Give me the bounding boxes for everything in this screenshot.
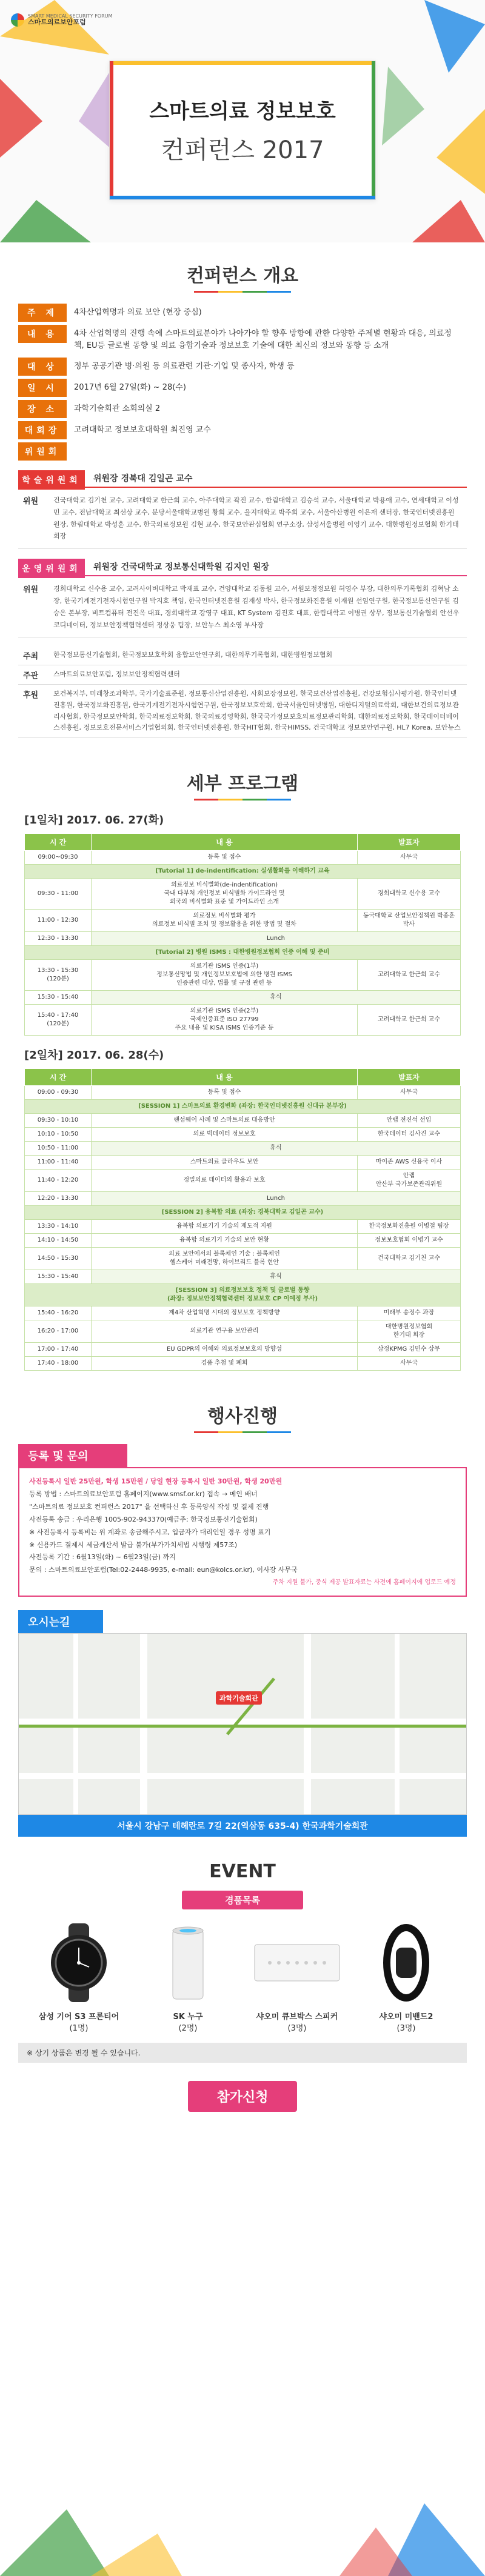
academic-chair: 위원장 경북대 김일곤 교수 (85, 472, 467, 488)
break-label: Lunch (92, 1192, 461, 1206)
row-value: 과학기술회관 소회의실 2 (74, 404, 161, 413)
schedule-time: 15:40 - 16:20 (25, 1306, 92, 1320)
gift-qty: (2명) (178, 2024, 198, 2034)
schedule-speaker: 사무국 (358, 1357, 461, 1371)
schedule-speaker: 경희대학교 신수용 교수 (358, 879, 461, 910)
schedule-row (25, 1270, 461, 1284)
address: 서울시 강남구 테헤란로 7길 22(역삼동 635-4) 한국과학기술회관 (18, 1815, 467, 1837)
schedule-time: 10:10 - 10:50 (25, 1128, 92, 1142)
overview-row (18, 379, 467, 397)
schedule-row (25, 1170, 461, 1192)
event-section (0, 1861, 485, 2112)
session-title: [Tutorial 1] de-indentification: 실생활화를 이해하기 교육 (25, 865, 461, 879)
row-label: 주 제 (18, 304, 67, 322)
schedule-content: 랜섬웨어 사례 및 스마트의료 대응방안 (92, 1114, 358, 1128)
schedule-speaker: 사무국 (358, 1086, 461, 1100)
schedule-time: 09:00~09:30 (25, 851, 92, 865)
registration-line: 등록 방법 : 스마트의료보안포럼 홈페이지(www.smsf.or.kr) 접속 → 메인 배너 (29, 1490, 258, 1499)
decorative-triangles-bottom (0, 2473, 485, 2576)
schedule-time: 10:50 - 11:00 (25, 1142, 92, 1156)
row-value (67, 442, 81, 448)
schedule-row (25, 1306, 461, 1320)
overview-row (18, 400, 467, 418)
overview-heading: 컨퍼런스 개요 (186, 265, 299, 287)
gift-qty: (3명) (396, 2024, 416, 2034)
academic-label: 학술위원회 (18, 470, 85, 490)
schedule-content: 융복합 의료기기 기술의 보안 현황 (92, 1234, 358, 1248)
schedule-time: 09:00 - 09:30 (25, 1086, 92, 1100)
session-title: [SESSION 3] 의료정보보호 정책 및 글로벌 동향 (좌장: 정보보안정책협력센터 정보보호 CP 이예정 부사) (25, 1284, 461, 1306)
org-value: 스마트의료보안포럼, 정보보안정책협력센터 (53, 670, 180, 679)
schedule-content: 제4차 산업혁명 시대의 정보보호 정책방향 (92, 1306, 358, 1320)
schedule-row (25, 1220, 461, 1234)
row-value: 4차 산업혁명의 진행 속에 스마트의료분야가 나아가야 할 향후 방향에 관한 다양한 주제별 현황과 대응, 의료정책, EU등 글로벌 동향 및 의료 융합기술과 정보보호 기술에 대한 최신의 정보와 동향 등 소개 (74, 329, 452, 350)
schedule-row (25, 1343, 461, 1357)
steering-chair: 위원장 건국대학교 정보통신대학원 김지인 원장 (85, 561, 467, 576)
registration-line: ※ 신용카드 결제시 세금계산서 발급 불가(부가가치세법 시행령 제57조) (29, 1540, 238, 1549)
schedule-time: 09:30 - 10:10 (25, 1114, 92, 1128)
schedule-time: 14:10 - 14:50 (25, 1234, 92, 1248)
gift-qty: (1명) (69, 2024, 89, 2034)
schedule-time: 15:30 - 15:40 (25, 991, 92, 1005)
break-label: 휴식 (92, 991, 461, 1005)
registration-note: 주차 지원 불가, 중식 제공 발표자료는 사전에 홈페이지에 업로드 예정 (272, 1579, 456, 1586)
bluetooth-speaker-icon (249, 1920, 346, 2005)
row-value: 4차산업혁명과 의료 보안 (현장 중심) (74, 308, 202, 317)
logo[interactable] (11, 13, 112, 27)
schedule-content: 의료기관 ISMS 인증(1부) 정보통신망법 및 개인정보보호법에 의한 병원 ISMS 인증관련 대상, 법률 및 규정 관련 등 (92, 960, 358, 991)
schedule-row (25, 1100, 461, 1114)
schedule-content: 융복합 의료기기 기술의 제도적 지원 (92, 1220, 358, 1234)
members-key: 위원 (23, 497, 39, 506)
schedule-row (25, 1248, 461, 1270)
map-pin[interactable]: 과학기술회관 (216, 1691, 262, 1705)
schedule-speaker: 마이존 AWS 신용국 이사 (358, 1156, 461, 1170)
members-key: 위원 (23, 585, 39, 595)
schedule-time: 15:30 - 15:40 (25, 1270, 92, 1284)
row-label: 일 시 (18, 379, 67, 397)
registration-line: 사전등록 송금 : 우리은행 1005-902-943370(예금주: 한국정보통신기술협회) (29, 1515, 258, 1523)
schedule-speaker: 고려대학교 한근희 교수 (358, 1005, 461, 1036)
registration-label: 등록 및 문의 (18, 1444, 127, 1467)
schedule-content: 경품 추첨 및 폐회 (92, 1357, 358, 1371)
schedule-row (25, 960, 461, 991)
session-title: [Tutorial 2] 병원 ISMS : 대한병원정보협회 인증 이해 및 준비 (25, 946, 461, 960)
gift-item (30, 1920, 127, 2033)
schedule-row (25, 910, 461, 932)
row-value: 2017년 6월 27일(화) ~ 28(수) (74, 383, 186, 392)
gift-list (24, 1920, 461, 2033)
schedule-row (25, 1128, 461, 1142)
schedule-speaker: 고려대학교 한근희 교수 (358, 960, 461, 991)
logo-icon (11, 13, 24, 27)
schedule-row (25, 1357, 461, 1371)
gift-name: 삼성 기어 S3 프론티어 (38, 2012, 119, 2022)
schedule-row (25, 1086, 461, 1100)
org-key: 후원 (23, 691, 39, 701)
schedule-row (25, 932, 461, 946)
schedule-speaker: 사무국 (358, 851, 461, 865)
day2-table (24, 1068, 461, 1371)
schedule-row (25, 1156, 461, 1170)
schedule-content: 의료정보 비식별화 평가 의료정보 비식별 조치 및 정보활용을 위한 방법 및 절차 (92, 910, 358, 932)
schedule-row (25, 1142, 461, 1156)
row-value: 고려대학교 정보보호대학원 최진영 교수 (74, 425, 211, 434)
overview-row (18, 325, 467, 354)
schedule-time: 11:40 - 12:20 (25, 1170, 92, 1192)
schedule-content: 스마트의료 클라우드 보안 (92, 1156, 358, 1170)
org-value: 한국정보통신기술협회, 한국정보보호학회 융합보안연구회, 대한의무기록협회, 대한병원정보협회 (53, 651, 333, 659)
overview-row (18, 421, 467, 439)
event-progress-section (0, 1371, 485, 1837)
schedule-row (25, 1192, 461, 1206)
org-key: 주최 (23, 652, 39, 662)
schedule-row (25, 946, 461, 960)
registration-line: "스마트의료 정보보호 컨퍼런스 2017" 을 선택하신 후 등록양식 작성 및 결제 진행 (29, 1502, 269, 1511)
gift-item (139, 1920, 236, 2033)
schedule-time: 16:20 - 17:00 (25, 1320, 92, 1343)
schedule-speaker: 한국정보화진흥원 이병철 팀장 (358, 1220, 461, 1234)
overview-row (18, 442, 467, 461)
schedule-row (25, 865, 461, 879)
academic-committee-header (18, 470, 467, 490)
registration-box (18, 1467, 467, 1597)
header-banner (0, 0, 485, 242)
col-content: 내 용 (92, 1069, 358, 1086)
overview-row (18, 358, 467, 376)
schedule-content: 의료기관 ISMS 인증(2부) 국제인증표준 ISO 27799 주요 내용 및 KISA ISMS 인증기준 등 (92, 1005, 358, 1036)
schedule-content: 정밀의료 데이터의 활용과 보호 (92, 1170, 358, 1192)
members-text: 건국대학교 김기천 교수, 고려대학교 한근희 교수, 아주대학교 곽진 교수, 한림대학교 김승석 교수, 서울대학교 박용애 교수, 연세대학교 이성민 교수, 전남대학교 최선상 교수, 분당서울대학교병원 황희 교수, 을지대학교 박주희 교수, 서울아산병원 이은재 센터장, 한국인터넷진흥원 원장, 한림대학교 박성훈 교수, 한국의료정보원 김현 교수, 한국보안관심협회 연구소장, 삼성서울병원 이영기 교수, 대한병원정보협회 한기태 회장 (53, 496, 459, 541)
schedule-speaker: 한국데이터 김사진 교수 (358, 1128, 461, 1142)
schedule-content: 의료 보안에서의 블록체인 기술 : 블록체인 헬스케어 미래전망, 하이브리드 블록 현안 (92, 1248, 358, 1270)
registration-line: ※ 사전등록시 등록비는 위 계좌로 송금해주시고, 입금자가 대리인일 경우 성명 표기 (29, 1528, 271, 1536)
schedule-speaker: 안랩 안산부 국가보존관리위원 (358, 1170, 461, 1192)
schedule-speaker: 삼정KPMG 김민수 상무 (358, 1343, 461, 1357)
steering-label: 운영위원회 (18, 559, 85, 578)
map[interactable] (18, 1633, 467, 1815)
steering-committee-header (18, 559, 467, 578)
registration-line: 사전등록 기간 : 6월13일(화) ~ 6월23일(금) 까지 (29, 1553, 176, 1562)
day1-title: [1일차] 2017. 06. 27(화) (24, 814, 164, 827)
schedule-time: 12:30 - 13:30 (25, 932, 92, 946)
schedule-content: 의료정보 비식별화(de-indentification) 국내 다부처 개인정보 비식별화 가이드라인 및 외국의 비식별화 표준 및 가이드라인 소개 (92, 879, 358, 910)
break-label: 휴식 (92, 1142, 461, 1156)
schedule-time: 17:00 - 17:40 (25, 1343, 92, 1357)
event-progress-heading: 행사진행 (207, 1406, 278, 1428)
registration-line: 사전등록시 일반 25만원, 학생 15만원 / 당일 현장 등록시 일반 30만원, 학생 20만원 (29, 1477, 283, 1486)
logo-eng: SMART MEDICAL SECURITY FORUM (28, 13, 113, 19)
session-title: [SESSION 2] 융복합 의료 (좌장: 경북대학교 김일곤 교수) (25, 1206, 461, 1220)
break-label: 휴식 (92, 1270, 461, 1284)
org-row (18, 685, 467, 738)
col-time: 시 간 (25, 834, 92, 851)
gift-note: ※ 상기 상품은 변경 될 수 있습니다. (18, 2043, 467, 2063)
schedule-row (25, 879, 461, 910)
schedule-speaker: 동국대학교 산업보안정책원 박종훈 박사 (358, 910, 461, 932)
col-speaker: 발표자 (358, 1069, 461, 1086)
overview-section (0, 242, 485, 738)
col-content: 내 용 (92, 834, 358, 851)
schedule-row (25, 1005, 461, 1036)
gift-name: SK 누구 (173, 2012, 203, 2022)
row-label: 장 소 (18, 400, 67, 418)
day2-title: [2일차] 2017. 06. 28(수) (24, 1049, 164, 1062)
schedule-row (25, 1114, 461, 1128)
row-label: 위원회 (18, 442, 67, 461)
schedule-speaker: 미래부 송정수 과장 (358, 1306, 461, 1320)
org-row (18, 665, 467, 685)
gift-item (249, 1920, 346, 2033)
schedule-time: 12:20 - 13:30 (25, 1192, 92, 1206)
org-key: 주관 (23, 671, 39, 681)
col-time: 시 간 (25, 1069, 92, 1086)
row-label: 대 상 (18, 358, 67, 376)
organizers (18, 646, 467, 738)
schedule-content: 의료 빅데이터 정보보호 (92, 1128, 358, 1142)
title-line1: 스마트의료 정보보호 (149, 99, 336, 124)
schedule-time: 15:40 - 17:40 (120분) (25, 1005, 92, 1036)
schedule-speaker: 대한병원정보협회 한기태 회장 (358, 1320, 461, 1343)
smart-speaker-icon (139, 1920, 236, 2005)
row-value: 정부 공공기관 병·의원 등 의료관련 기관·기업 및 종사자, 학생 등 (74, 362, 295, 371)
org-value: 보건복지부, 미래창조과학부, 국가기술표준원, 정보통신산업진흥원, 사회보장정보원, 한국보건산업진흥원, 건강보험심사평가원, 한국인터넷진흥원, 한국정보화진흥원, 한국기계전기전자시험연구원, 한국정보보호학회, 한국서울인터넷병원, 대한디지털의료학회, 대한보건의료정보관리사협회, 한국정보보안학회, 한국의료정보학회, 한국의료경영학회, 한국국가정보보호의료정보관리학회, 대한의료정보학회, 한국데이터베이스진흥원, 정보보호전문서비스기업협의회, 한국인터넷진흥원, 한국HIT협회, 한국HIMSS, 건국대학교 정보보안연구원, HL7 Korea, 보안뉴스 (53, 690, 461, 732)
schedule-time: 17:40 - 18:00 (25, 1357, 92, 1371)
schedule-content: 등록 및 접수 (92, 1086, 358, 1100)
row-label: 내 용 (18, 325, 67, 343)
day1-table (24, 833, 461, 1036)
schedule-time: 11:00 - 11:40 (25, 1156, 92, 1170)
directions-label: 오시는길 (18, 1610, 103, 1633)
members-text: 경희대학교 신수용 교수, 고려사이버대학교 박재표 교수, 건양대학교 김동원 교수, 서원보정정보원 허영수 부장, 대한의무기록협회 김혁남 소장, 한국기계전기전자시험연구원 박지호 책임, 한국인터넷진흥원 김재성 박사, 한국정보화진흥원 이재원 선임연구원, 한국정보통신연구원 김승은 본부장, 비트컴퓨터 전진옥 대표, 경희대학교 강영구 대표, KT System 김진호 대표, 한림대학교 이병권 상무, 정보통신기술협회 안선우 코디네이터, 정보보안정책협력센터 정상웅 팀장, 보안뉴스 최소영 부사장 (53, 585, 460, 629)
event-heading: EVENT (209, 1861, 276, 1883)
logo-kor: 스마트의료보안포럼 (28, 18, 86, 27)
org-row (18, 646, 467, 665)
title-box (109, 61, 376, 200)
session-title: [SESSION 1] 스마트의료 환경변화 (좌장: 한국인터넷진흥원 신대규 본부장) (25, 1100, 461, 1114)
schedule-time: 13:30 - 14:10 (25, 1220, 92, 1234)
schedule-row (25, 1284, 461, 1306)
schedule-content: EU GDPR의 이해와 의료정보보호의 방향성 (92, 1343, 358, 1357)
schedule-row (25, 991, 461, 1005)
break-label: Lunch (92, 932, 461, 946)
schedule-time: 09:30 - 11:00 (25, 879, 92, 910)
schedule-content: 의료기관 연구용 보안관리 (92, 1320, 358, 1343)
schedule-row (25, 851, 461, 865)
gift-item (358, 1920, 455, 2033)
academic-members (18, 494, 467, 549)
row-label: 대회장 (18, 421, 67, 439)
gift-name: 샤오미 미밴드2 (379, 2012, 433, 2022)
gift-name: 샤오미 큐브박스 스피커 (256, 2012, 338, 2022)
schedule-speaker: 안랩 전진석 선임 (358, 1114, 461, 1128)
schedule-row (25, 1206, 461, 1220)
fitness-band-icon (358, 1920, 455, 2005)
overview-row (18, 304, 467, 322)
apply-button[interactable]: 참가신청 (188, 2081, 297, 2112)
schedule-time: 11:00 - 12:30 (25, 910, 92, 932)
schedule-row (25, 1234, 461, 1248)
col-speaker: 발표자 (358, 834, 461, 851)
title-line2: 컨퍼런스 2017 (161, 136, 324, 164)
schedule-time: 14:50 - 15:30 (25, 1248, 92, 1270)
schedule-content: 등록 및 접수 (92, 851, 358, 865)
schedule-speaker: 정보보호협회 이병기 교수 (358, 1234, 461, 1248)
steering-members (18, 583, 467, 637)
smartwatch-icon (30, 1920, 127, 2005)
schedule-row (25, 1320, 461, 1343)
gift-list-label: 경품목록 (182, 1891, 303, 1909)
registration-line: 문의 : 스마트의료보안포럼(Tel:02-2448-9935, e-mail: eun@kolcs.or.kr), 이사장 사무국 (29, 1566, 298, 1574)
schedule-speaker: 건국대학교 김기천 교수 (358, 1248, 461, 1270)
program-section (0, 738, 485, 1371)
schedule-time: 13:30 - 15:30 (120분) (25, 960, 92, 991)
gift-qty: (3명) (287, 2024, 307, 2034)
program-heading: 세부 프로그램 (186, 773, 299, 795)
